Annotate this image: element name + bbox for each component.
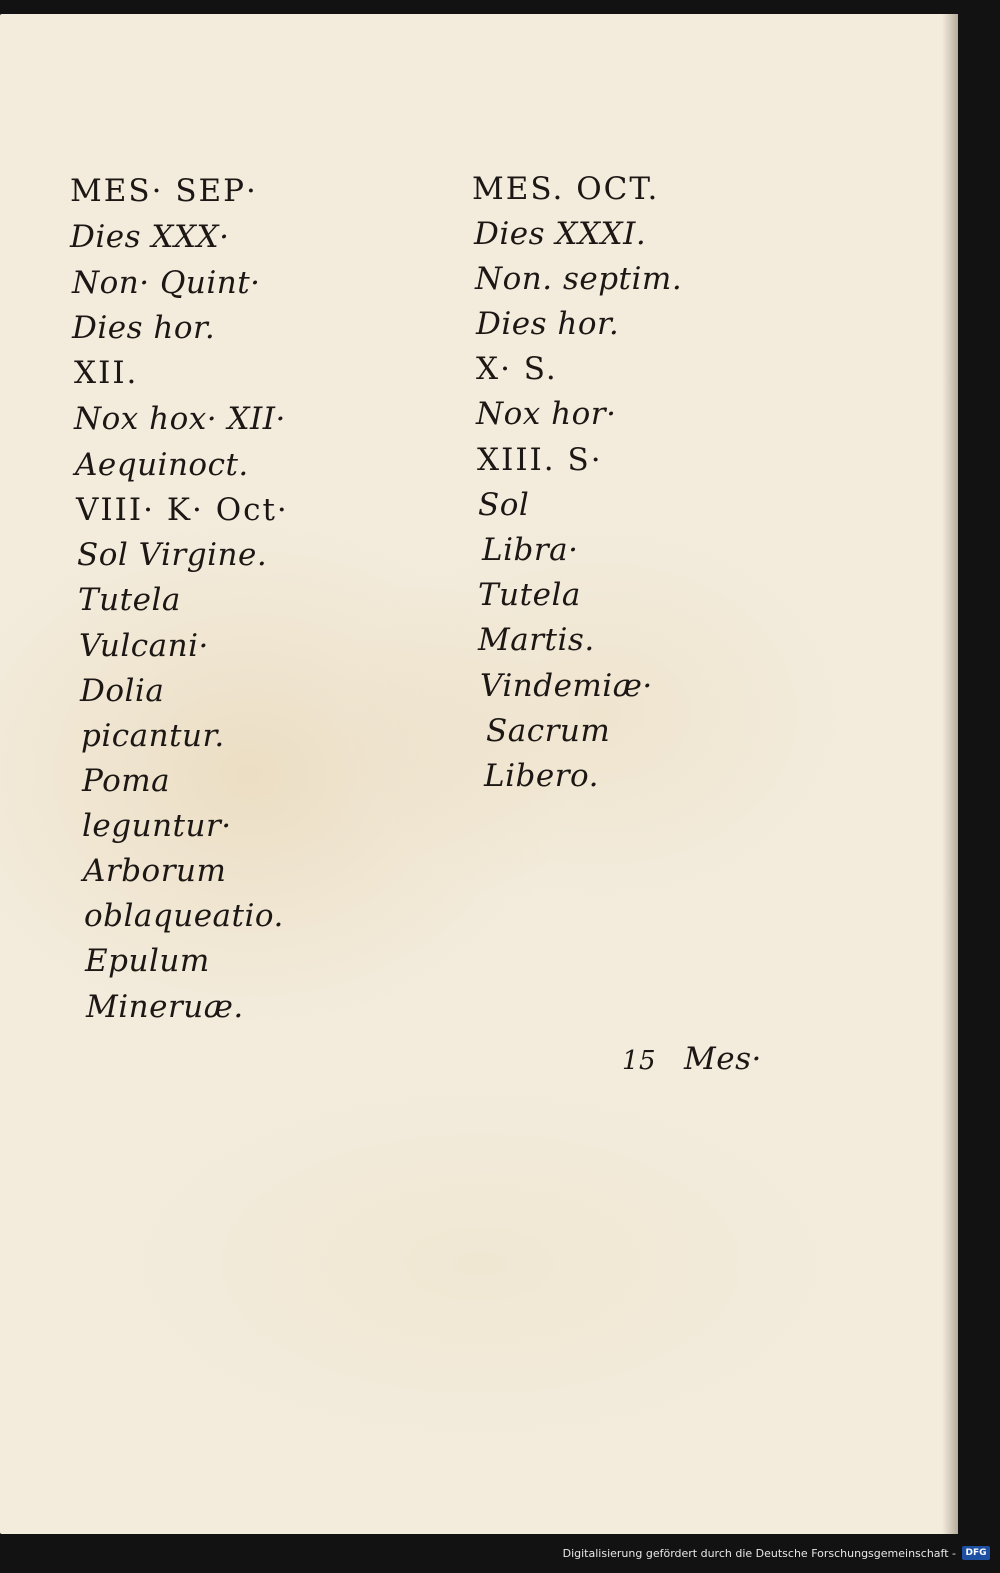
left-col-line-16: Arborum <box>83 853 227 889</box>
digitization-footer <box>0 1535 1000 1573</box>
left-col-line-14: Poma <box>82 763 171 799</box>
funding-credit: Digitalisierung gefördert durch die Deutsche Forschungsgemeinschaft - <box>562 1547 956 1560</box>
left-col-line-4: Dies hor. <box>72 310 216 346</box>
catchword: Mes· <box>684 1041 762 1077</box>
left-col-line-12: Dolia <box>80 673 165 709</box>
right-col-line-8: Sol <box>478 487 530 523</box>
right-col-line-5: X· S. <box>476 351 558 387</box>
left-col-line-8: VIII· K· Oct· <box>76 492 289 528</box>
left-col-line-17: oblaqueatio. <box>84 898 284 934</box>
book-page <box>0 14 958 1534</box>
page-edge-shadow <box>942 14 958 1534</box>
left-col-line-9: Sol Virgine. <box>77 537 268 573</box>
right-col-line-2: Dies XXXI. <box>474 216 647 252</box>
left-col-line-19: Mineruæ. <box>86 989 244 1025</box>
right-col-line-12: Vindemiæ· <box>480 668 653 704</box>
right-col-line-6: Nox hor· <box>476 396 617 432</box>
left-col-line-2: Dies XXX· <box>70 219 230 255</box>
right-col-line-14: Libero. <box>484 758 599 794</box>
left-col-line-13: picantur. <box>81 718 225 754</box>
left-col-line-11: Vulcani· <box>79 628 209 664</box>
left-col-line-18: Epulum <box>85 943 210 979</box>
signature-number: 15 <box>622 1046 657 1076</box>
right-col-line-4: Dies hor. <box>476 306 620 342</box>
left-col-line-5: XII. <box>74 355 139 391</box>
right-col-line-3: Non. septim. <box>475 261 683 297</box>
right-col-line-7: XIII. S· <box>477 442 603 478</box>
dfg-logo: DFG <box>962 1546 990 1560</box>
right-col-line-1: MES. OCT. <box>472 171 660 207</box>
left-col-line-3: Non· Quint· <box>72 265 261 301</box>
right-col-line-13: Sacrum <box>486 713 611 749</box>
left-col-line-10: Tutela <box>78 582 181 618</box>
right-col-line-11: Martis. <box>478 622 595 658</box>
left-col-line-15: leguntur· <box>82 808 232 844</box>
right-col-line-9: Libra· <box>482 532 579 568</box>
left-col-line-6: Nox hox· XII· <box>74 401 286 437</box>
right-col-line-10: Tutela <box>478 577 581 613</box>
left-col-line-1: MES· SEP· <box>70 173 258 209</box>
left-col-line-7: Aequinoct. <box>75 447 249 483</box>
